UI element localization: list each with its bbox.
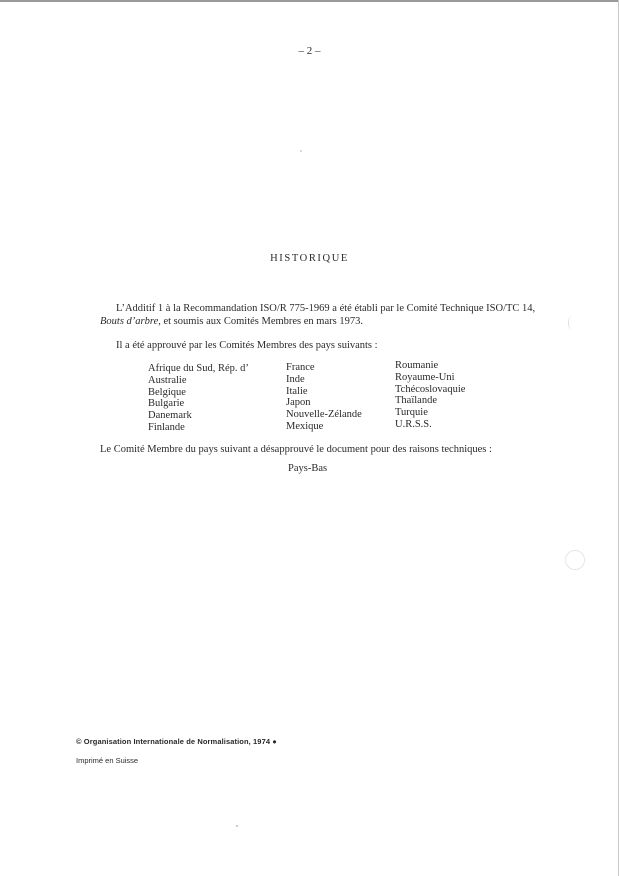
country-item: Australie [148,374,187,386]
country-item: Inde [286,373,305,385]
copyright-notice: © Organisation Internationale de Normalisation, 1974 ● [76,737,277,746]
punch-hole-mark [565,550,585,570]
disapproving-country: Pays-Bas [288,463,328,474]
country-item: Italie [286,385,308,397]
page-number: – 2 – [298,45,321,57]
country-item: Belgique [148,386,186,398]
country-item: Tchécoslovaquie [395,383,466,395]
country-item: Mexique [286,420,324,432]
country-item: Roumanie [395,360,439,371]
scan-mark [568,316,575,330]
country-item: Japon [286,397,311,409]
country-item: U.R.S.S. [395,418,432,430]
country-item: Afrique du Sud, Rép. d’ [148,363,249,374]
country-item: Thaïlande [395,395,437,407]
country-item: Danemark [148,410,192,422]
intro-italic-title: Bouts d’arbre, [100,316,161,327]
printed-in-notice: Imprimé en Suisse [76,756,139,765]
country-item: Finlande [148,421,185,433]
country-column-3 [395,360,465,431]
country-column-1 [148,363,249,434]
country-column-2 [286,362,362,433]
scan-speck [236,825,238,827]
country-item: Royaume-Uni [395,371,455,383]
approval-paragraph: Il a été approuvé par les Comités Membres des pays suivants : [116,340,378,351]
country-item: Bulgarie [148,398,185,410]
intro-text-end: et soumis aux Comités Membres en mars 1973. [160,316,363,327]
country-item: Turquie [395,407,428,419]
intro-text-start: L’Additif 1 à la Recommandation ISO/R 775-1969 a été établi par le Comité Technique ISO/TC 14, [116,303,536,314]
section-title: HISTORIQUE [270,253,349,264]
country-item: Nouvelle-Zélande [286,409,362,421]
disapproval-paragraph: Le Comité Membre du pays suivant a désapprouvé le document pour des raisons techniques : [100,444,492,455]
country-item: France [286,362,315,373]
scan-speck [300,150,302,152]
page-top-edge [0,0,619,2]
intro-paragraph [100,302,540,328]
